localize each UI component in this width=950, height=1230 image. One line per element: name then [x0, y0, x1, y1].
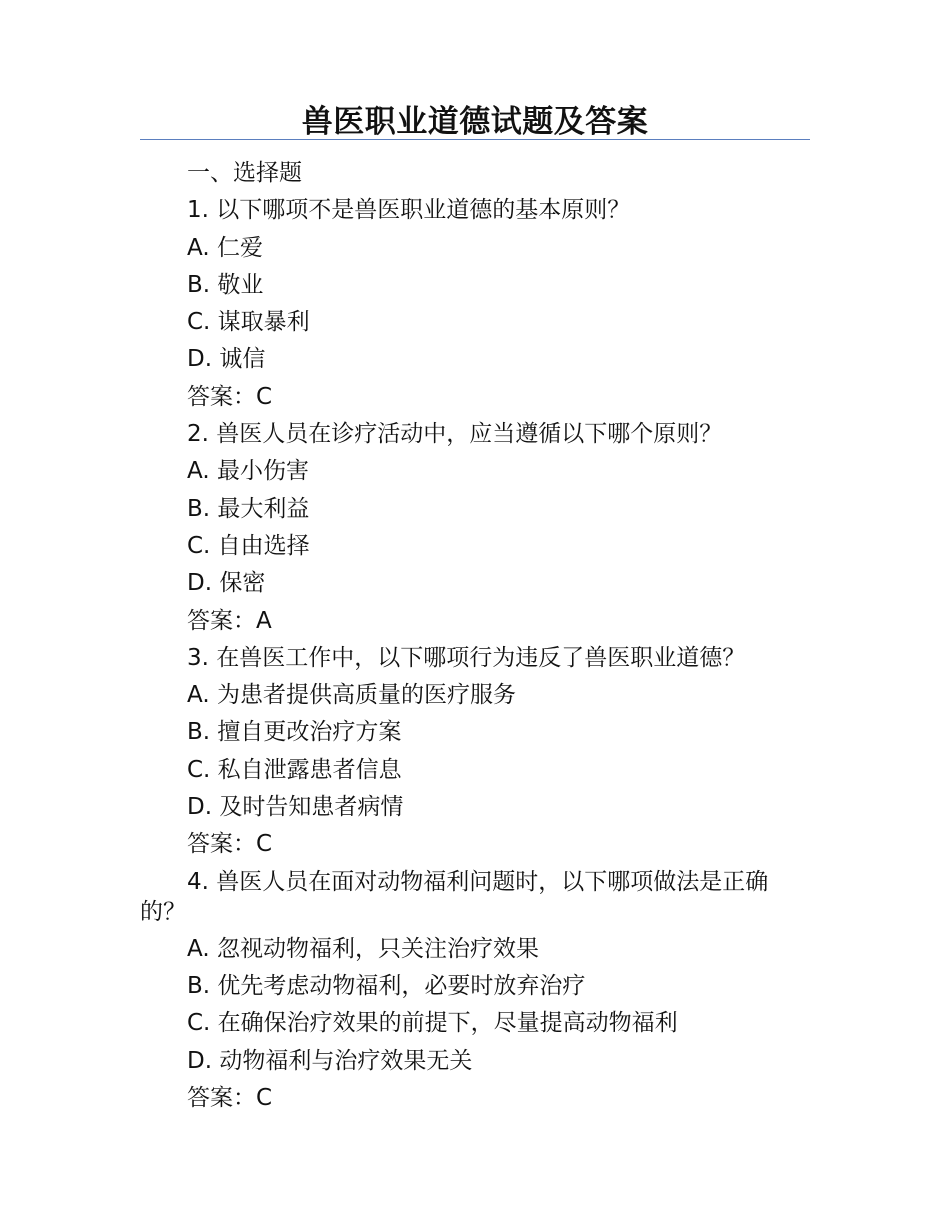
option-item: D. 保密: [187, 570, 266, 597]
question-block: [140, 192, 810, 416]
document-body: [140, 155, 810, 1117]
option-item: A. 为患者提供高质量的医疗服务: [187, 682, 516, 709]
option-item: A. 忽视动物福利，只关注治疗效果: [187, 935, 539, 962]
question-text: 3. 在兽医工作中，以下哪项行为违反了兽医职业道德？: [187, 644, 746, 671]
option-item: D. 动物福利与治疗效果无关: [187, 1047, 473, 1074]
option-item: B. 优先考虑动物福利，必要时放弃治疗: [187, 972, 586, 999]
option-item: B. 最大利益: [187, 495, 310, 522]
question-block: [140, 640, 810, 864]
page-title: 兽医职业道德试题及答案: [301, 104, 649, 140]
answer-text: 答案：C: [187, 1084, 273, 1111]
question-text: 4. 兽医人员在面对动物福利问题时，以下哪项做法是正确的？: [140, 868, 769, 925]
option-item: A. 仁爱: [187, 234, 263, 261]
answer-text: 答案：C: [187, 831, 273, 858]
question-text: 1. 以下哪项不是兽医职业道德的基本原则？: [187, 197, 631, 224]
option-item: B. 敬业: [187, 271, 264, 298]
option-item: C. 自由选择: [187, 532, 310, 559]
option-item: C. 在确保治疗效果的前提下，尽量提高动物福利: [187, 1010, 678, 1037]
answer-text: 答案：C: [187, 383, 273, 410]
option-item: C. 谋取暴利: [187, 309, 310, 336]
question-block: [140, 867, 810, 1117]
question-block: [140, 416, 810, 640]
option-item: D. 诚信: [187, 346, 266, 373]
title-underline: [140, 139, 810, 140]
option-item: B. 擅自更改治疗方案: [187, 719, 402, 746]
question-text: 2. 兽医人员在诊疗活动中，应当遵循以下哪个原则？: [187, 421, 723, 448]
option-item: C. 私自泄露患者信息: [187, 756, 402, 783]
option-item: D. 及时告知患者病情: [187, 794, 404, 821]
section-heading: 一、选择题: [187, 160, 302, 186]
answer-text: 答案：A: [187, 607, 272, 634]
option-item: A. 最小伤害: [187, 458, 309, 485]
